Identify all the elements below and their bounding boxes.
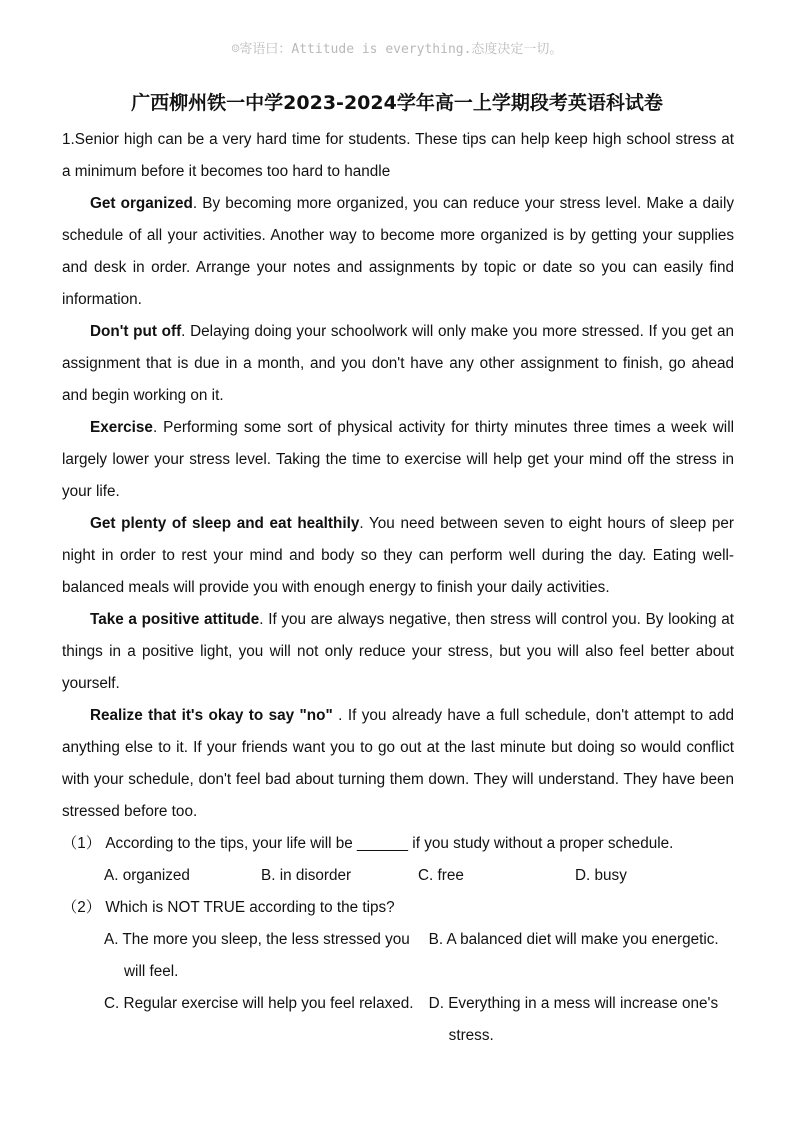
- tip-paragraph-exercise: [62, 412, 734, 508]
- tip-heading: Realize that it's okay to say "no": [90, 707, 333, 724]
- option-a: A. organized: [104, 867, 190, 884]
- option-b: B. A balanced diet will make you energetic.: [428, 931, 719, 948]
- tip-paragraph-organized: [62, 188, 734, 316]
- tip-heading: Take a positive attitude: [90, 611, 260, 628]
- tip-heading: Get organized: [90, 195, 193, 212]
- tip-heading: Get plenty of sleep and eat healthily: [90, 515, 360, 532]
- tip-text: . If you already have a full schedule, don't attempt to add anything else to it. If your friends want you to go out at the last minute but doing so would conflict with your schedule, don't feel bad about turning them down. They will understand. They have been stressed before too.: [62, 707, 734, 820]
- option-c: C. Regular exercise will help you feel relaxed.: [104, 995, 414, 1012]
- option-c: C. free: [418, 867, 464, 884]
- watermark-motto: ☺寄语曰：Attitude is everything.态度决定一切。: [231, 42, 563, 57]
- tip-heading: Exercise: [90, 419, 153, 436]
- question-2-stem: （2） Which is NOT TRUE according to the tips?: [62, 899, 395, 916]
- tip-heading: Don't put off: [90, 323, 182, 340]
- question-1-options: [62, 860, 734, 892]
- tip-text: . If you are always negative, then stress will control you. By looking at things in a positive light, you will not only reduce your stress, but you will also feel better about yourself.: [62, 611, 734, 692]
- tip-paragraph-attitude: [62, 604, 734, 700]
- intro-paragraph: 1.Senior high can be a very hard time for students. These tips can help keep high school stress at a minimum before it becomes too hard to handle: [62, 131, 734, 180]
- option-a: A. The more you sleep, the less stressed you will feel.: [104, 931, 410, 980]
- tip-paragraph-sleep: [62, 508, 734, 604]
- page-title: 广西柳州铁一中学2023-2024学年高一上学期段考英语科试卷: [131, 92, 663, 114]
- question-2-options-row-1: [62, 924, 734, 988]
- question-2-options-row-2: [62, 988, 734, 1052]
- passage: [62, 124, 734, 1052]
- option-d: D. Everything in a mess will increase one's stress.: [428, 995, 719, 1044]
- tip-paragraph-dont-put-off: [62, 316, 734, 412]
- question-1-stem: （1） According to the tips, your life will be ______ if you study without a proper schedule.: [62, 835, 674, 852]
- tip-text: . You need between seven to eight hours of sleep per night in order to rest your mind and body so they can perform well during the day. Eating well-balanced meals will provide you with enough energy to finish your daily activities.: [62, 515, 734, 596]
- tip-text: . Delaying doing your schoolwork will only make you more stressed. If you get an assignment that is due in a month, and you don't have any other assignment to finish, go ahead and begin working on it.: [62, 323, 735, 404]
- option-d: D. busy: [575, 867, 627, 884]
- option-b: B. in disorder: [261, 867, 352, 884]
- tip-text: . Performing some sort of physical activity for thirty minutes three times a week will largely lower your stress level. Taking the time to exercise will help get your mind off the stress in your life.: [62, 419, 734, 500]
- tip-text: . By becoming more organized, you can reduce your stress level. Make a daily schedule of all your activities. Another way to become more organized is by getting your supplies and desk in order. Arrange your notes and assignments by topic or date so you can easily find information.: [62, 195, 734, 308]
- tip-paragraph-say-no: [62, 700, 734, 828]
